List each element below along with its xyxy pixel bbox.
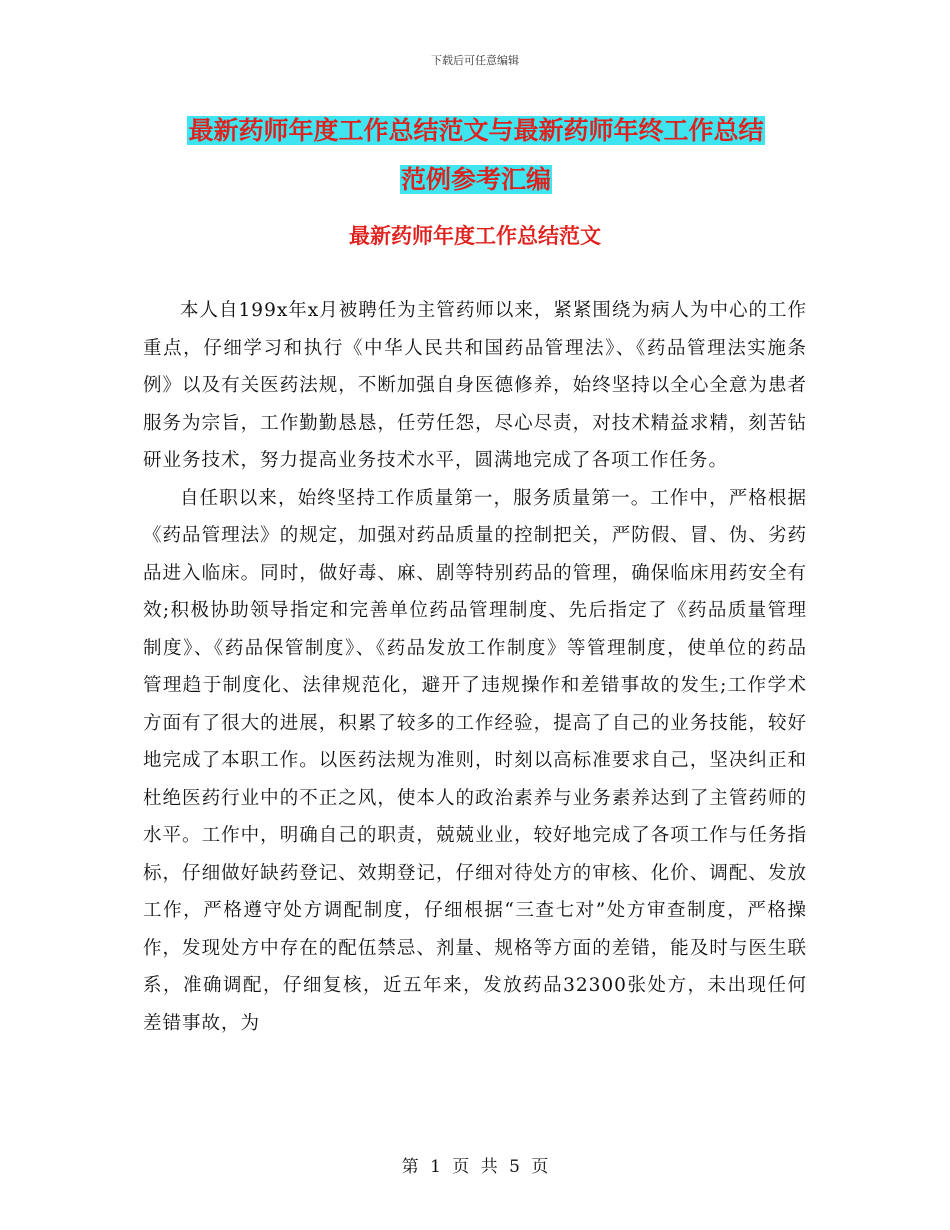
main-title	[140, 108, 812, 206]
section-title: 最新药师年度工作总结范文	[349, 224, 601, 248]
body-paragraph-1: 本人自199x年x月被聘任为主管药师以来，紧紧围绕为病人为中心的工作重点，仔细学习和执行《中华人民共和国药品管理法》、《药品管理法实施条例》以及有关医药法规，不断加强自身医德修养，始终坚持以全心全意为患者服务为宗旨，工作勤勤恳恳，任劳任怨，尽心尽责，对技术精益求精，刻苦钻研业务技术，努力提高业务技术水平，圆满地完成了各项工作任务。	[143, 300, 807, 471]
main-title-line-2: 范例参考汇编	[400, 165, 551, 194]
document-body	[143, 292, 807, 1042]
page-number: 第 1 页 共 5 页	[401, 1157, 549, 1177]
page-header-note: 下载后可任意编辑	[431, 54, 519, 67]
main-title-line-1: 最新药师年度工作总结范文与最新药师年终工作总结	[188, 116, 764, 145]
body-paragraph-2: 自任职以来，始终坚持工作质量第一，服务质量第一。工作中，严格根据《药品管理法》的规定，加强对药品质量的控制把关，严防假、冒、伪、劣药品进入临床。同时，做好毒、麻、剧等特别药品的管理，确保临床用药安全有效;积极协助领导指定和完善单位药品管理制度、先后指定了《药品质量管理制度》、《药品保管制度》、《药品发放工作制度》等管理制度，使单位的药品管理趋于制度化、法律规范化，避开了违规操作和差错事故的发生;工作学术方面有了很大的进展，积累了较多的工作经验，提高了自己的业务技能，较好地完成了本职工作。以医药法规为准则，时刻以高标准要求自己，坚决纠正和杜绝医药行业中的不正之风，使本人的政治素养与业务素养达到了主管药师的水平。工作中，明确自己的职责，兢兢业业，较好地完成了各项工作与任务指标，仔细做好缺药登记、效期登记，仔细对待处方的审核、化价、调配、发放工作，严格遵守处方调配制度，仔细根据“三查七对”处方审查制度，严格操作，发现处方中存在的配伍禁忌、剂量、规格等方面的差错，能及时与医生联系，准确调配，仔细复核，近五年来，发放药品32300张处方，未出现任何差错事故，为	[143, 487, 807, 1034]
